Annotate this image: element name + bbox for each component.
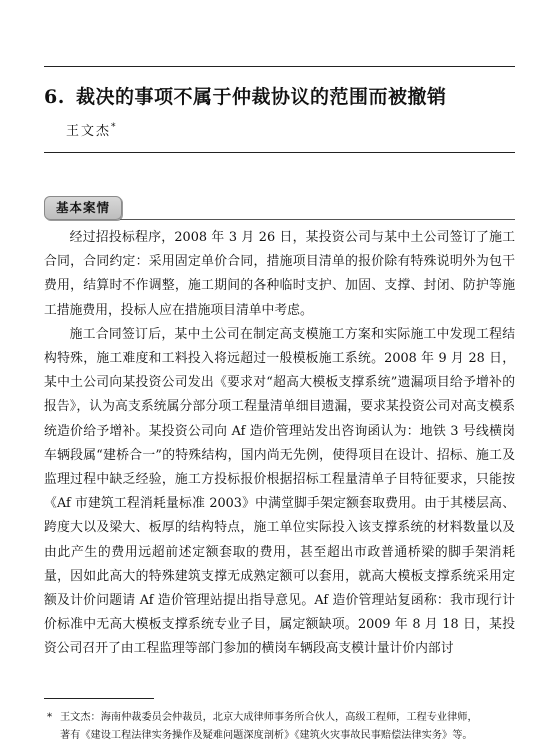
author-line <box>66 120 116 139</box>
title-text: 裁决的事项不属于仲裁协议的范围而被撤销 <box>75 86 447 108</box>
footnote <box>47 709 520 745</box>
footnote-mark: * <box>47 712 53 723</box>
footnote-line: 王文杰：海南仲裁委员会仲裁员，北京大成律师事务所合伙人，高级工程师，工程专业律师， <box>60 712 478 723</box>
section-badge: 基本案情 <box>44 196 122 220</box>
page-title <box>44 82 524 109</box>
paragraph: 施工合同签订后，某中土公司在制定高支模施工方案和实际施工中发现工程结构特殊，施工难度和工料投入将远超过一般模板施工系统。2008 年 9 月 28 日，某中土公司向某投资公司发出《要求对“超高大模板支撑系统”遗漏项目给予增补的报告》，认为高支系统属分部分项工程量清单细目遗漏，要求某投资公司对高支模系统造价给予增补。某投资公司向 Af 造价管理站发出咨询函认为：地铁 3 号线横岗车辆段属“建桥合一”的特殊结构，国内尚无先例，使得项目在设计、招标、施工及监理过程中缺乏经验，施工方投标报价根据招标工程量清单子目特征要求，只能按《Af 市建筑工程消耗量标准 2003》中满堂脚手架定额套取费用。由于其楼层高、跨度大以及梁大、板厚的结构特点，施工单位实际投入该支撑系统的材料数量以及由此产生的费用远超前述定额套取的费用，甚至超出市政普通桥梁的脚手架消耗量，因如此高大的特殊建筑支撑无成熟定额可以套用，就高大模板支撑系统采用定额及计价问题请 Af 造价管理站提出指导意见。Af 造价管理站复函称：我市现行计价标准中无高大模板支撑系统专业子目，属定额缺项。2009 年 8 月 18 日，某投资公司召开了由工程监理等部门参加的横岗车辆段高支模计量计价内部讨 <box>44 326 515 657</box>
title-bottom-rule <box>44 152 515 153</box>
body-text <box>44 226 515 662</box>
author-name: 王文杰 <box>66 124 112 139</box>
author-footnote-mark: * <box>111 122 116 133</box>
section-number: 6. <box>44 86 65 108</box>
section-underline <box>120 219 515 220</box>
footnote-rule <box>44 698 154 699</box>
paragraph: 经过招投标程序，2008 年 3 月 26 日，某投资公司与某中土公司签订了施工合同，合同约定：采用固定单价合同，措施项目清单的报价除有特殊说明外为包干费用，结算时不作调整，施工期间的各种临时支护、加固、支撑、封闭、防护等施工措施费用，投标人应在措施项目清单中考虑。 <box>44 230 515 318</box>
top-rule <box>44 66 515 67</box>
footnote-line: 著有《建设工程法律实务操作及疑难问题深度剖析》《建筑火灾事故民事赔偿法律实务》等。 <box>60 730 473 741</box>
